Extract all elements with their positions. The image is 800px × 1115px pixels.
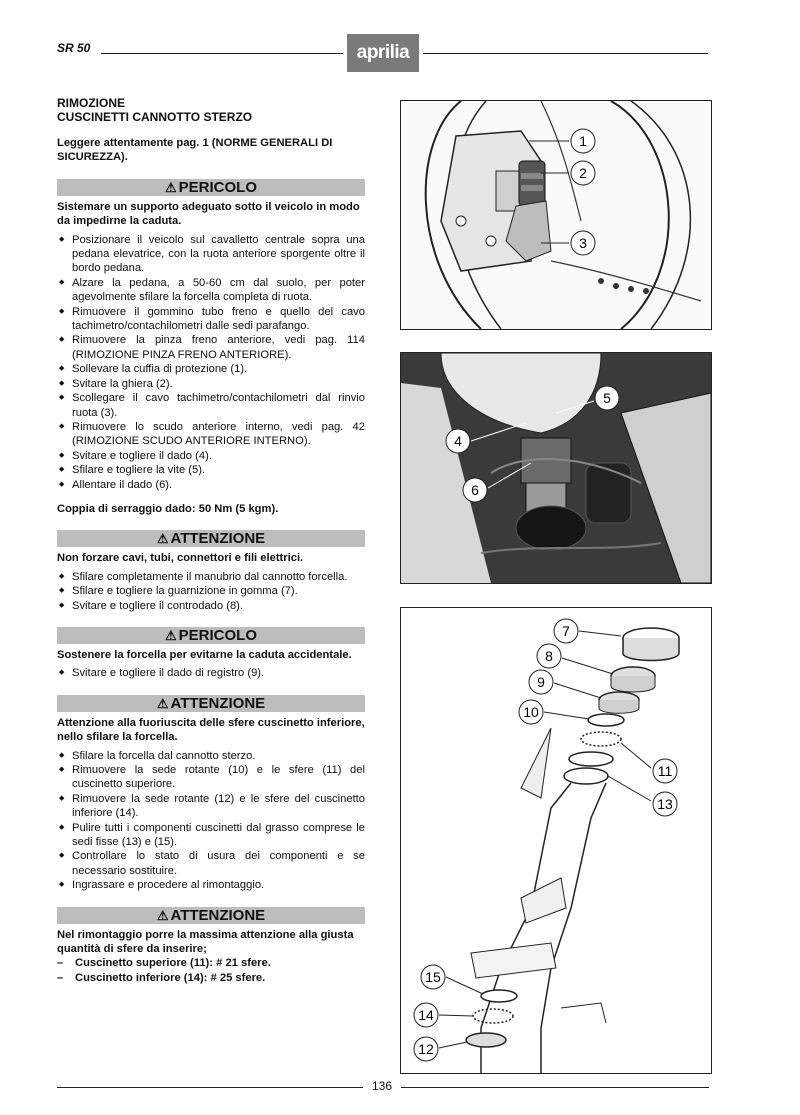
list-item: ◆ Ingrassare e procedere al rimontaggio. — [57, 878, 365, 892]
list-item: ◆ Sfilare la forcella dal cannotto sterzo. — [57, 749, 365, 763]
list-item: ◆ Controllare lo stato di usura dei componenti e se necessario sostituire. — [57, 849, 365, 878]
procedure-list-3 — [57, 666, 365, 680]
list-item: ◆ Sfilare e togliere la vite (5). — [57, 463, 365, 477]
callout-label: 11 — [657, 763, 673, 779]
section-title-line2: CUSCINETTI CANNOTTO STERZO — [57, 110, 253, 124]
danger-banner — [57, 627, 365, 644]
list-item: ◆ Rimuovere lo scudo anteriore interno, vedi pag. 42 (RIMOZIONE SCUDO ANTERIORE INTERNO). — [57, 420, 365, 449]
list-item: ◆ Rimuovere il gommino tubo freno e quello del cavo tachimetro/contachilometri dalle sedi parafango. — [57, 305, 365, 334]
danger-banner — [57, 179, 365, 196]
section-title — [57, 96, 365, 124]
list-item: ◆ Svitare e togliere il dado (4). — [57, 449, 365, 463]
callout-label: 15 — [425, 969, 441, 985]
callout-label: 5 — [603, 390, 611, 406]
header-rule-left — [101, 53, 343, 54]
attention-banner-label: ATTENZIONE — [170, 906, 266, 924]
attention-banner-label: ATTENZIONE — [170, 530, 266, 548]
list-item: ◆ Sfilare completamente il manubrio dal cannotto forcella. — [57, 570, 365, 584]
section-title-line1: RIMOZIONE — [57, 96, 125, 110]
attention-lead: Nel rimontaggio porre la massima attenzione alla giusta quantità di sfere da inserire; — [57, 928, 354, 956]
callout-label: 9 — [537, 674, 545, 690]
callout-label: 1 — [579, 133, 587, 149]
danger-banner-label: PERICOLO — [178, 178, 257, 196]
list-item: ◆ Svitare la ghiera (2). — [57, 377, 365, 391]
danger-lead: Sistemare un supporto adeguato sotto il veicolo in modo da impedirne la caduta. — [57, 200, 360, 228]
warning-triangle-icon: ⚠ — [156, 531, 169, 547]
list-item: ◆ Rimuovere la sede rotante (10) e le sfere (11) del cuscinetto superiore. — [57, 763, 365, 792]
steering-nuts-illustration — [401, 353, 711, 583]
list-item: ◆ Svitare e togliere il controdado (8). — [57, 599, 365, 613]
callout-label: 12 — [418, 1041, 434, 1057]
speedometer-drive-illustration — [401, 101, 711, 329]
steering-bearings-illustration — [401, 608, 711, 1073]
intro-text: Leggere attentamente pag. 1 (NORME GENERALI DI SICUREZZA). — [57, 137, 333, 164]
callout-label: 2 — [579, 165, 587, 181]
attention-banner — [57, 695, 365, 712]
danger-banner-label: PERICOLO — [178, 626, 257, 644]
list-item: ◆ Posizionare il veicolo sul cavalletto centrale sopra una pedana elevatrice, con la ruota anteriore sporgente oltre il bordo pedana. — [57, 233, 365, 276]
callout-label: 7 — [562, 623, 570, 639]
ball-count-lower — [57, 971, 365, 985]
procedure-list-1 — [57, 233, 365, 492]
attention-banner — [57, 530, 365, 547]
attention-banner — [57, 907, 365, 924]
attention-lead: Non forzare cavi, tubi, connettori e fili elettrici. — [57, 552, 304, 565]
list-item: ◆ Pulire tutti i componenti cuscinetti dal grasso comprese le sedi fisse (13) e (15). — [57, 821, 365, 850]
footer-rule-right — [401, 1087, 709, 1088]
list-item: ◆ Rimuovere la sede rotante (12) e le sfere del cuscinetto inferiore (14). — [57, 792, 365, 821]
figure-speedometer-drive — [400, 100, 712, 330]
list-item: ◆ Svitare e togliere il dado di registro (9). — [57, 666, 365, 680]
callout-label: 8 — [545, 648, 553, 664]
dash-marker: – — [57, 971, 64, 984]
danger-lead: Sostenere la forcella per evitarne la caduta accidentale. — [57, 648, 352, 661]
header-rule-right — [423, 53, 708, 54]
attention-lead: Attenzione alla fuoriuscita delle sfere cuscinetto inferiore, nello sfilare la forcella. — [57, 716, 365, 744]
callout-label: 3 — [579, 235, 587, 251]
figure-steering-bearings — [400, 607, 712, 1074]
warning-triangle-icon: ⚠ — [165, 627, 177, 643]
attention-banner-label: ATTENZIONE — [170, 694, 266, 712]
page-number: 136 — [371, 1079, 393, 1093]
ball-count-upper — [57, 956, 365, 970]
callout-label: 14 — [418, 1007, 434, 1023]
model-name: SR 50 — [57, 41, 91, 55]
procedure-list-4 — [57, 749, 365, 893]
warning-triangle-icon: ⚠ — [165, 179, 177, 195]
callout-label: 6 — [471, 482, 479, 498]
figure-steering-nuts — [400, 352, 712, 584]
footer-rule-left — [57, 1087, 363, 1088]
callout-label: 10 — [523, 704, 539, 720]
dash-marker: – — [57, 957, 64, 970]
list-item: ◆ Alzare la pedana, a 50-60 cm dal suolo, per poter agevolmente sfilare la forcella completa di ruota. — [57, 276, 365, 305]
list-item: ◆ Allentare il dado (6). — [57, 478, 365, 492]
list-item: ◆ Scollegare il cavo tachimetro/contachilometri dal rinvio ruota (3). — [57, 391, 365, 420]
brand-logo: aprilia — [347, 34, 419, 72]
callout-label: 13 — [657, 796, 673, 812]
callout-label: 4 — [454, 433, 462, 449]
ball-count-text: Cuscinetto inferiore (14): # 25 sfere. — [75, 971, 266, 984]
warning-triangle-icon: ⚠ — [156, 907, 169, 923]
list-item: ◆ Sollevare la cuffia di protezione (1). — [57, 362, 365, 376]
list-item: ◆ Rimuovere la pinza freno anteriore, vedi pag. 114 (RIMOZIONE PINZA FRENO ANTERIORE). — [57, 333, 365, 362]
ball-count-text: Cuscinetto superiore (11): # 21 sfere. — [75, 957, 271, 970]
procedure-list-2 — [57, 570, 365, 613]
torque-note: Coppia di serraggio dado: 50 Nm (5 kgm). — [57, 502, 279, 515]
text-column — [57, 96, 365, 985]
warning-triangle-icon: ⚠ — [156, 695, 169, 711]
list-item: ◆ Sfilare e togliere la guarnizione in gomma (7). — [57, 584, 365, 598]
